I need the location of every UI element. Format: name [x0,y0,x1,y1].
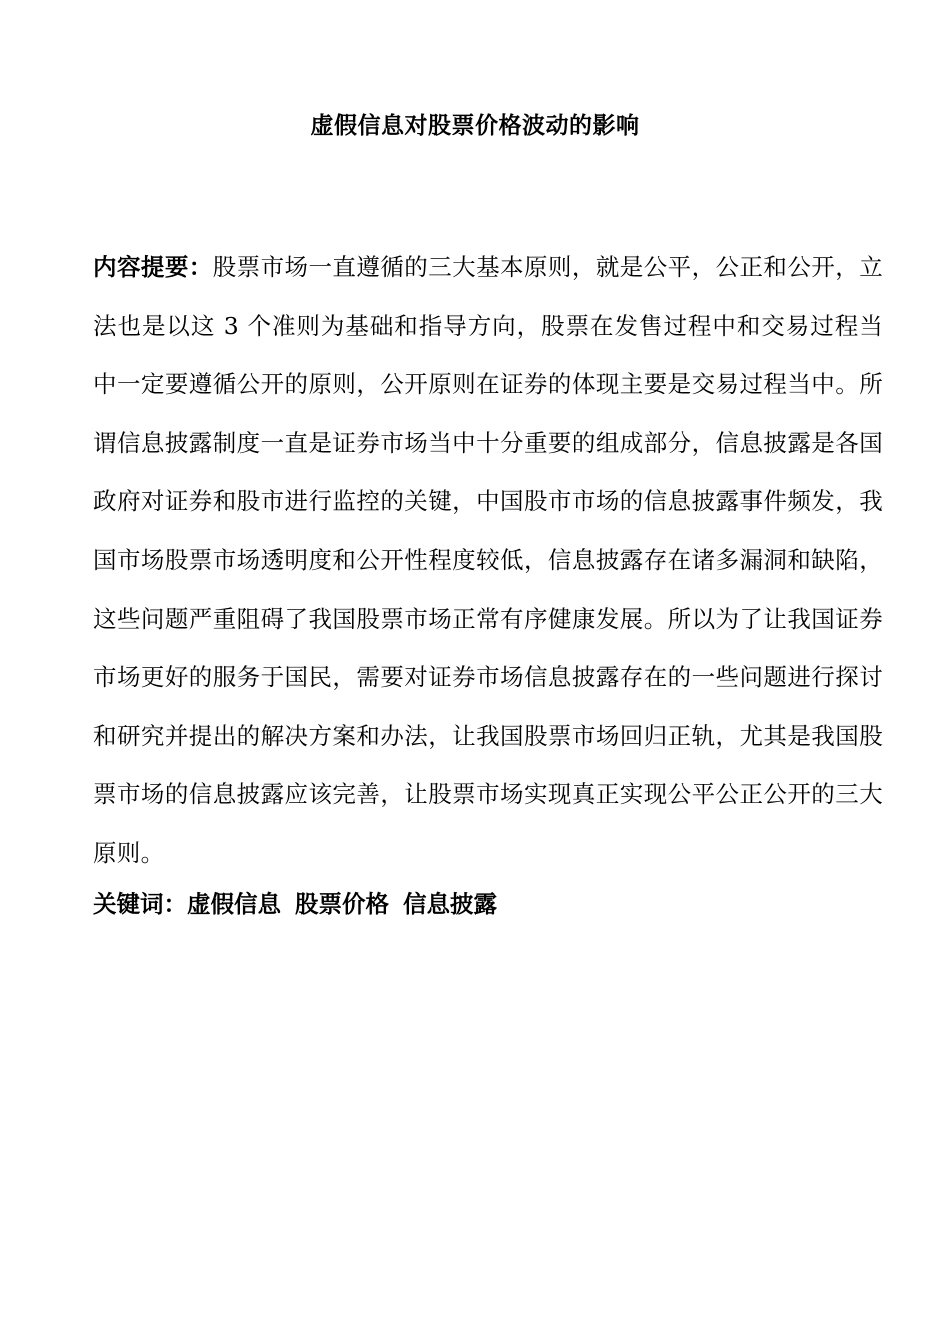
paper-title: 虚假信息对股票价格波动的影响 [310,113,640,139]
abstract-text: 股票市场一直遵循的三大基本原则，就是公平，公正和公开，立法也是以这 3 个准则为基础和指导方向，股票在发售过程中和交易过程当中一定要遵循公开的原则，公开原则在证券的体现主要是交易过程当中。所谓信息披露制度一直是证券市场当中十分重要的组成部分，信息披露是各国政府对证券和股市进行监控的关键，中国股市市场的信息披露事件频发，我国市场股票市场透明度和公开性程度较低，信息披露存在诸多漏洞和缺陷，这些问题严重阻碍了我国股票市场正常有序健康发展。所以为了让我国证券市场更好的服务于国民，需要对证券市场信息披露存在的一些问题进行探讨和研究并提出的解决方案和办法，让我国股票市场回归正轨，尤其是我国股票市场的信息披露应该完善，让股票市场实现真正实现公平公正公开的三大原则。 [93,253,883,867]
keyword-3: 信息披露 [403,890,497,918]
keywords-line [93,886,883,922]
keyword-1: 虚假信息 [187,890,281,918]
keywords-label: 关键词： [93,890,187,918]
abstract-label: 内容提要： [93,253,213,281]
abstract-paragraph [93,238,883,883]
keyword-2: 股票价格 [295,890,389,918]
